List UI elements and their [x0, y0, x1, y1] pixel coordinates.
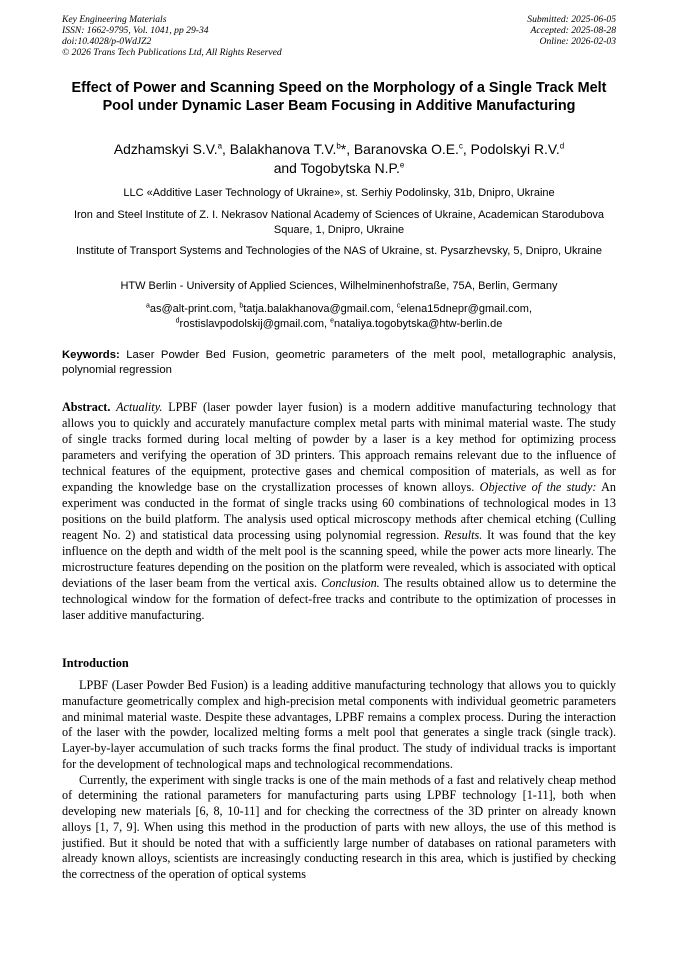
results-text: It was found that the key influence on the depth and width of the melt pool is the scanning speed, while the power acts more linearly. The microstructure features depending on the position on the platform were revealed, which is associated with optical deviations of the laser beam from the vertical axis.	[62, 528, 617, 590]
journal-header-left	[62, 14, 282, 58]
author-separator: ,	[222, 141, 230, 157]
journal-header-right	[527, 14, 616, 47]
author-separator: ,	[462, 141, 471, 157]
abstract	[62, 399, 616, 623]
author-sup: d	[559, 141, 565, 151]
affiliation-2: Iron and Steel Institute of Z. I. Nekrasov National Academy of Sciences of Ukraine, Academican Starodubova Square, 1, Dnipro, Ukraine	[73, 209, 605, 236]
email-sup: a	[145, 302, 150, 310]
conclusion-label: Conclusion.	[321, 576, 380, 590]
journal-name: Key Engineering Materials	[62, 14, 167, 25]
affiliation-1: LLC «Additive Laser Technology of Ukraine», st. Serhiy Podolinsky, 31b, Dnipro, Ukraine	[123, 187, 555, 199]
email-link[interactable]: nataliya.togobytska@htw-berlin.de	[334, 317, 503, 330]
abstract-label: Abstract.	[62, 400, 111, 414]
author-sup: e	[399, 159, 405, 169]
author-name: Baranovska O.E.	[353, 141, 459, 157]
author-name: Balakhanova T.V.	[229, 141, 337, 157]
section-heading-introduction: Introduction	[62, 656, 129, 670]
author-name: Adzhamskyi S.V.	[113, 141, 218, 157]
email-link[interactable]: as@alt-print.com	[149, 303, 234, 315]
email-sup: e	[330, 316, 335, 324]
author-separator: ,	[346, 141, 354, 157]
results-label: Results.	[444, 528, 483, 542]
objective-text: An experiment was conducted in the format of single tracks using 60 combinations of technological modes in 13 positions on the build platform. The analysis used optical microscopy methods after chemical etching (Culling reagent No. 2) and statistical data processing using polynomial regression.	[62, 480, 617, 542]
keywords-text: Laser Powder Bed Fusion, geometric parameters of the melt pool, metallographic analysis, polynomial regression	[62, 349, 616, 376]
keywords-label: Keywords:	[62, 349, 120, 361]
author-sup: a	[217, 141, 223, 151]
email-sup: d	[175, 316, 180, 324]
author-name: Togobytska N.P.	[300, 159, 400, 176]
paragraph: Currently, the experiment with single tracks is one of the main methods of a fast and relatively cheap method of determining the rational parameters for manufacturing parts using LPBF technology [1-11], both when developing new materials [6, 8, 10-11] and for checking the correctness of the 3D printer on already known alloys [1, 7, 9]. When using this method in the production of parts with new alloys, the use of this method is justified. But it should be noted that with a sufficiently large number of databases on rational parameters with already known alloys, scientists are increasingly conducting research in this area, which is justified by checking the correctness of the operation of optical systems	[62, 772, 616, 881]
paragraph: LPBF (Laser Powder Bed Fusion) is a leading additive manufacturing technology that allows you to quickly manufacture geometrically complex and high-precision metal components with individual geometric parameters and minimal material waste. Despite these advantages, LPBF remains a complex process. During the interaction of the laser with the powder, localized melting forms a melt pool that generates a single track (single track). Layer-by-layer accumulation of such tracks forms the final product. The study of individual tracks is important for the development of technological maps and technological recommendations.	[62, 678, 616, 771]
author-name: Podolskyi R.V.	[470, 141, 560, 157]
affiliation-4: HTW Berlin - University of Applied Sciences, Wilhelminenhofstraße, 75A, Berlin, Germany	[120, 280, 558, 292]
paper-title: Effect of Power and Scanning Speed on the Morphology of a Single Track Melt Pool under Dynamic Laser Beam Focusing in Additive Manufacturing	[71, 80, 607, 114]
email-sup: b	[239, 302, 244, 310]
introduction-body	[62, 678, 616, 883]
email-link[interactable]: tatja.balakhanova@gmail.com	[243, 303, 391, 315]
email-sup: c	[396, 302, 401, 310]
submitted-date: Submitted: 2025-06-05	[527, 14, 616, 25]
objective-label: Objective of the study:	[479, 480, 597, 494]
author-sup: b	[336, 141, 341, 151]
online-date: Online: 2026-02-03	[539, 36, 616, 47]
email-link[interactable]: rostislavpodolskij@gmail.com	[179, 317, 324, 330]
journal-issn: ISSN: 1662-9795, Vol. 1041, pp 29-34	[62, 25, 209, 36]
actuality-text: LPBF (laser powder layer fusion) is a modern additive manufacturing technology that allows you to quickly and accurately manufacture complex metal parts with minimal material waste. The study of single tracks formed during local melting of powder by a laser is a key method for optimizing process parameters and verifying the operation of 3D printers. This approach remains relevant due to the influence of technical features of the equipment, protective gases and chemical composition of materials, as well as for expanding the knowledge base on the crystallization processes of known alloys.	[62, 400, 617, 494]
email-link[interactable]: elena15dnepr@gmail.com	[400, 303, 529, 315]
corresponding-mark: *	[340, 141, 347, 157]
keywords	[62, 348, 616, 377]
email-list: $^a$as@alt-print.com, $^b$tatja.balakhanova@gmail.com, $^c$elena15dnepr@gmail.com, $^d$rostislavpodolskij@gmail.com, $^e$nataliya.togobytska@htw-berlin.de	[145, 302, 533, 330]
journal-doi[interactable]: doi:10.4028/p-0WdJZ2	[62, 36, 152, 47]
actuality-label: Actuality.	[116, 400, 163, 414]
author-sup: c	[458, 141, 463, 151]
journal-copyright: © 2026 Trans Tech Publications Ltd, All Rights Reserved	[62, 47, 282, 58]
conclusion-text: The results obtained allow us to determine the technological window for the formation of defect-free tracks and contribute to the optimization of processes in laser additive manufacturing.	[62, 576, 616, 622]
affiliation-3: Institute of Transport Systems and Technologies of the NAS of Ukraine, st. Pysarzhevsky, 5, Dnipro, Ukraine	[75, 245, 602, 257]
accepted-date: Accepted: 2025-08-28	[530, 25, 616, 36]
author-separator: and	[273, 159, 301, 176]
author-list	[62, 140, 616, 177]
